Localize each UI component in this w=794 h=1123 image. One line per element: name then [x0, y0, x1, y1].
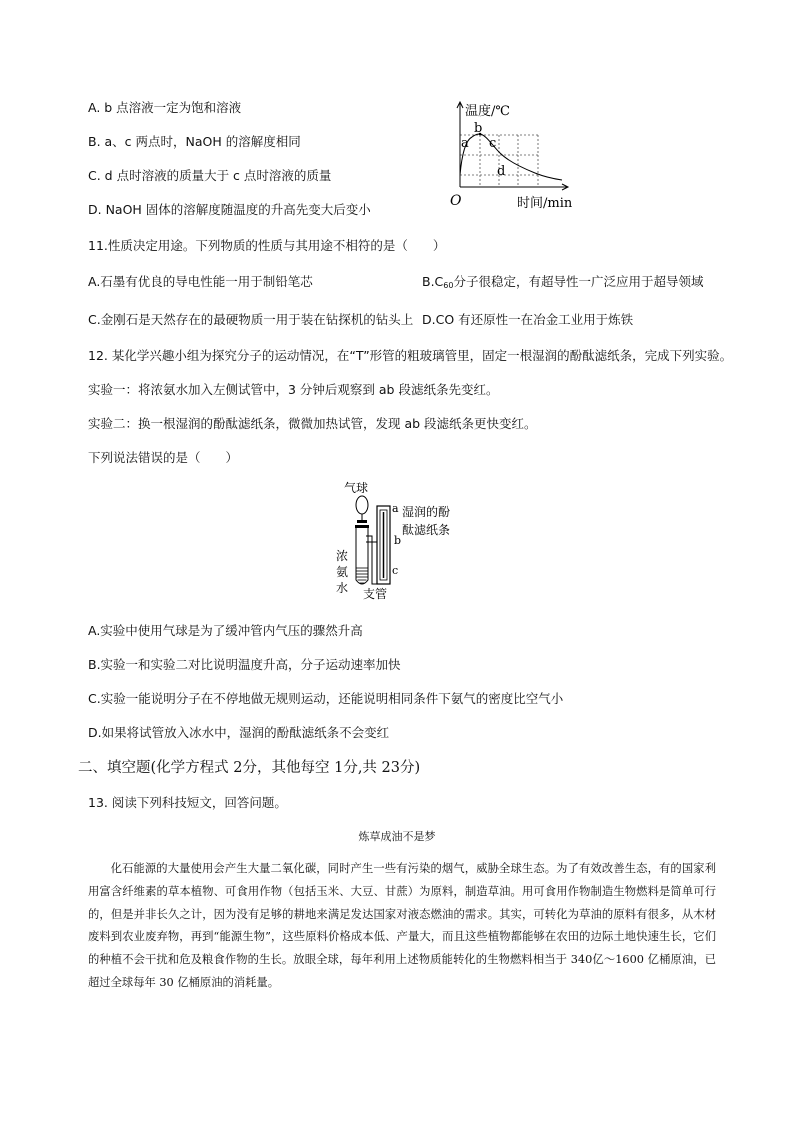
q12-question: 下列说法错误的是（ ）: [88, 450, 239, 465]
point-c-label: c: [489, 136, 497, 151]
graph-grid: [460, 135, 538, 187]
q11-stem: 11.性质决定用途。下列物质的性质与其用途不相符的是（ ）: [88, 238, 446, 253]
q10-option-a: A. b 点溶液一定为饱和溶液: [88, 100, 242, 115]
q12-option-b: B.实验一和实验二对比说明温度升高，分子运动速率加快: [88, 657, 401, 672]
strip-b-label: b: [394, 534, 402, 547]
q10-option-b: B. a、c 两点时，NaOH 的溶解度相同: [88, 134, 301, 149]
ammonia-liquid: [357, 568, 368, 583]
q12-option-a: A.实验中使用气球是为了缓冲管内气压的骤然升高: [88, 623, 363, 638]
balloon-label: 气球: [344, 481, 369, 495]
graph-origin: O: [450, 193, 462, 209]
q11-option-c: C.金刚石是天然存在的最硬物质一用于装在钻探机的钻头上: [88, 312, 414, 327]
q10-option-c: C. d 点时溶液的质量大于 c 点时溶液的质量: [88, 168, 332, 183]
q10-option-d: D. NaOH 固体的溶解度随温度的升高先变大后变小: [88, 202, 371, 217]
point-d-label: d: [497, 164, 506, 179]
strip-label-line1: 湿润的酚: [402, 505, 451, 519]
q13-stem: 13. 阅读下列科技短文，回答问题。: [88, 795, 287, 810]
article-title: 炼草成油不是梦: [358, 830, 436, 843]
t-tube-apparatus-diagram: [330, 480, 480, 602]
q12-option-c: C.实验一能说明分子在不停地做无规则运动，还能说明相同条件下氨气的密度比空气小: [88, 691, 564, 706]
ammonia-label-3: 水: [336, 581, 349, 595]
q12-stem: 12. 某化学兴趣小组为探究分子的运动情况，在“T”形管的粗玻璃管里，固定一根湿润的酚酞滤纸条，完成下列实验。: [88, 348, 733, 363]
temperature-curve: [460, 134, 562, 180]
graph-ylabel: 温度/℃: [465, 104, 510, 119]
q12-experiment-2: 实验二：换一根湿润的酚酞滤纸条，微微加热试管，发现 ab 段滤纸条更快变红。: [88, 416, 537, 431]
q12-experiment-1: 实验一：将浓氨水加入左侧试管中，3 分钟后观察到 ab 段滤纸条先变红。: [88, 382, 499, 397]
strip-label-line2: 酞滤纸条: [402, 523, 451, 537]
branch-tube-label: 支管: [363, 587, 388, 601]
point-a-label: a: [461, 136, 469, 151]
strip-c-label: c: [392, 564, 399, 577]
section-2-heading: 二、填空题(化学方程式 2分，其他每空 1分,共 23分): [78, 760, 421, 776]
ammonia-label-1: 浓: [336, 549, 349, 563]
strip-a-label: a: [392, 502, 399, 515]
article-body: 化石能源的大量使用会产生大量二氧化碳，同时产生一些有污染的烟气，威胁全球生态。为了有效改善生态，有的国家利用富含纤维素的草本植物、可食用作物（包括玉米、大豆、甘蔗）为原料，制造草油。用可食用作物制造生物燃料是简单可行的，但是并非长久之计，因为没有足够的耕地来满足发达国家对液态燃油的需求。其实，可转化为草油的原料有很多，从木材废料到农业废弃物，再到“能源生物”，这些原料价格成本低、产量大，而且这些植物都能够在农田的边际土地快速生长，它们的种植不会干扰和危及粮食作物的生长。放眼全球，每年利用上述物质能转化的生物燃料相当于 340亿～1600 亿桶原油，已超过全球每年 30 亿桶原油的消耗量。: [88, 862, 716, 989]
q11-option-b: $B.C_{60}$分子很稳定，有超导性一广泛应用于超导领域: [422, 274, 704, 290]
point-b-label: b: [474, 121, 483, 136]
balloon: [356, 496, 368, 514]
q12-option-d: D.如果将试管放入冰水中，湿润的酚酞滤纸条不会变红: [88, 725, 390, 740]
q11-option-a: A.石墨有优良的导电性能一用于制铅笔芯: [88, 274, 313, 289]
ammonia-label-2: 氨: [336, 565, 349, 579]
graph-xlabel: 时间/min: [517, 196, 573, 211]
temperature-time-graph: [440, 95, 590, 215]
q11-option-d: D.CO 有还原性一在冶金工业用于炼铁: [422, 312, 634, 327]
